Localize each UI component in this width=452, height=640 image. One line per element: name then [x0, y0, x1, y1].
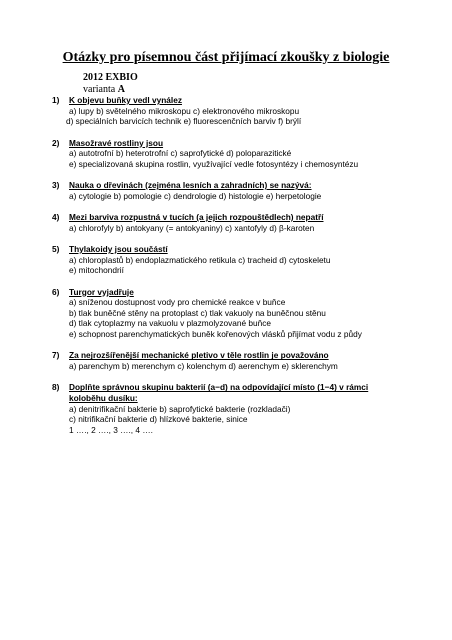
answer-line: a) parenchym b) merenchym c) kolenchym d) aerenchym e) sklerenchym	[69, 361, 338, 372]
question-number: 8)	[52, 382, 60, 393]
answer-line: 1 …., 2 …., 3 …., 4 ….	[69, 424, 153, 435]
question-number: 4)	[52, 212, 60, 223]
question-8	[0, 382, 452, 435]
answer-line: a) chlorofyly b) antokyany (= antokyaniny) c) xantofyly d) β-karoten	[69, 222, 315, 233]
question-6	[0, 287, 452, 340]
question-5	[0, 244, 452, 276]
exam-year: 2012 EXBIO	[83, 72, 138, 83]
question-text: Nauka o dřevinách (zejména lesních a zahradních) se nazývá:	[69, 180, 312, 191]
question-text: Doplňte správnou skupinu bakterií (a−d) na odpovídající místo (1−4) v rámci koloběhu dusíku:	[69, 382, 369, 404]
question-text: Turgor vyjadřuje	[69, 286, 134, 297]
question-number: 5)	[52, 244, 60, 255]
answer-line: a) autotrofní b) heterotrofní c) saprofytické d) poloparazitické	[69, 148, 292, 159]
answer-line: d) speciálních barvicích technik e) fluorescenčních barviv f) brýlí	[66, 116, 302, 127]
question-text: Mezi barviva rozpustná v tucích (a jejich rozpouštědlech) nepatří	[69, 212, 324, 223]
exam-variant	[83, 84, 125, 95]
answer-line: e) schopnost parenchymatických buněk kořenových vlásků přijímat vodu z půdy	[69, 329, 362, 340]
answer-line: d) tlak cytoplazmy na vakuolu v plazmolyzované buňce	[69, 318, 271, 329]
answer-line: c) nitrifikační bakterie d) hlízkové bakterie, sinice	[69, 414, 248, 425]
question-1	[0, 95, 452, 127]
answer-line: e) mitochondrií	[69, 265, 124, 276]
page-title: Otázky pro písemnou část přijímací zkoušky z biologie	[62, 50, 390, 65]
question-list	[0, 95, 452, 446]
variant-value: A	[117, 84, 125, 95]
question-number: 7)	[52, 350, 60, 361]
answer-line: a) chloroplastů b) endoplazmatického retikula c) tracheid d) cytoskeletu	[69, 254, 331, 265]
question-text: Thylakoidy jsou součástí	[69, 244, 168, 255]
answer-line: a) denitrifikační bakterie b) saprofytické bakterie (rozkladači)	[69, 403, 291, 414]
variant-label: varianta	[83, 84, 116, 95]
question-text: Masožravé rostliny jsou	[69, 137, 164, 148]
answer-line: e) specializovaná skupina rostlin, využívající vedle fotosyntézy i chemosyntézu	[69, 158, 359, 169]
answer-line: a) lupy b) světelného mikroskopu c) elektronového mikroskopu	[69, 105, 300, 116]
question-number: 1)	[52, 95, 60, 105]
question-4	[0, 212, 452, 233]
question-2	[0, 138, 452, 170]
answer-line: a) cytologie b) pomologie c) dendrologie d) histologie e) herpetologie	[69, 190, 322, 201]
answer-line: a) sníženou dostupnost vody pro chemické reakce v buňce	[69, 297, 286, 308]
question-number: 2)	[52, 137, 60, 148]
question-text: K objevu buňky vedl vynález	[69, 95, 182, 105]
question-number: 6)	[52, 286, 60, 297]
question-number: 3)	[52, 180, 60, 191]
question-3	[0, 180, 452, 201]
answer-line: b) tlak buněčné stěny na protoplast c) tlak vakuoly na buněčnou stěnu	[69, 307, 326, 318]
question-text: Za nejrozšířenější mechanické pletivo v těle rostlin je považováno	[69, 350, 329, 361]
question-7	[0, 350, 452, 371]
